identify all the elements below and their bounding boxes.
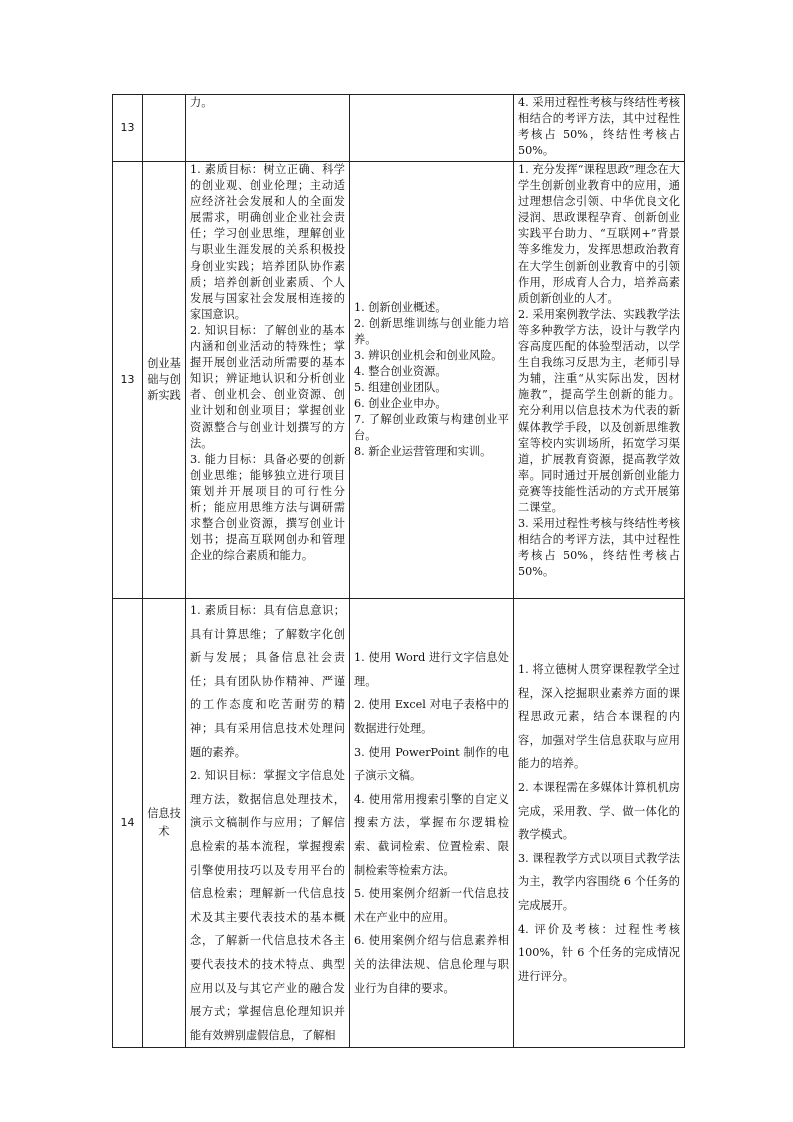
content-line: 7. 了解创业政策与构建创业平台。 [354,413,509,443]
goal-line: 2. 知识目标：掌握文字信息处理方法，数据信息处理技术，演示文稿制作与应用；了解信息检索的基本流程，掌握搜索引擎使用技巧以及专用平台的信息检索；理解新一代信息技术及其主要代表技术的基本概念，了解新一代信息技术各主要代表技术的技术特点、典型应用以及与其它产业的融合发展方式；掌握信息伦理知识并能有效辨别虚假信息，了解相 [190,769,345,1042]
content-line: 4. 使用常用搜索引擎的自定义搜索方法，掌握布尔逻辑检索、截词检索、位置检索、限制检索等检索方法。 [354,792,509,877]
method-line: 1. 充分发挥“课程思政”理念在大学生创新创业教育中的应用，通过理想信念引领、中华优良文化浸润、思政课程孕育、创新创业实践平台助力、“互联网+”背景等多维发力，发挥思想政治教育在大学生创新创业教育中的引领作用，形成育人合力，培养高素质创新创业的人才。 [518,163,680,305]
content-line: 6. 创业企业申办。 [354,397,447,411]
course-number: 13 [113,162,143,599]
course-number: 13 [113,95,143,162]
course-content [350,162,514,599]
course-content [350,95,514,162]
goal-line: 1. 素质目标：具有信息意识；具有计算思维；了解数字化创新与发展；具备信息社会责任；具有团队协作精神、严谨的工作态度和吃苦耐劳的精神；具有采用信息技术处理问题的素养。 [190,604,345,759]
content-line: 3. 辨识创业机会和创业风险。 [354,348,503,362]
course-methods [514,599,685,1048]
content-line: 8. 新企业运营管理和实训。 [354,445,492,459]
course-name: 信息技术 [143,599,186,1048]
method-line: 4. 评价及考核：过程性考核 100%，针 6 个任务的完成情况进行评分。 [518,922,680,983]
course-content [350,599,514,1048]
table-row [113,599,685,1048]
content-line: 6. 使用案例介绍与信息素养相关的法律法规、信息伦理与职业行为自律的要求。 [354,934,509,995]
course-goals [186,599,350,1048]
content-line: 5. 使用案例介绍新一代信息技术在产业中的应用。 [354,887,509,924]
course-goals [186,95,350,162]
method-line: 1. 将立德树人贯穿课程教学全过程，深入挖掘职业素养方面的课程思政元素，结合本课程的内容，加强对学生信息获取与应用能力的培养。 [518,662,680,771]
course-name [143,95,186,162]
method-line: 4. 采用过程性考核与终结性考核相结合的考评方法，其中过程性考核占 50%，终结性考核占 50%。 [518,96,680,158]
content-line: 3. 使用 PowerPoint 制作的电子演示文稿。 [354,745,509,783]
course-methods [514,162,685,599]
content-line: 1. 使用 Word 进行文字信息处理。 [354,651,509,688]
content-line: 4. 整合创业资源。 [354,364,447,378]
goal-line: 力。 [190,96,213,109]
method-line: 2. 采用案例教学法、实践教学法等多种教学方法，设计与教学内容高度匹配的体验型活动，以学生自我练习反思为主，老师引导为辅，注重“从实际出发，因材施教”，提高学生创新的能力。充分利用以信息技术为代表的新媒体教学手段，以及创新思维教室等校内实训场所，拓宽学习渠道，扩展教育资源，提高教学效率。同时通过开展创新创业能力竞赛等技能性活动的方式开展第二课堂。 [518,307,680,514]
course-goals [186,162,350,599]
table-row [113,162,685,599]
table-row [113,95,685,162]
content-line: 5. 组建创业团队。 [354,381,447,394]
goal-line: 2. 知识目标：了解创业的基本内涵和创业活动的特殊性；掌握开展创业活动所需要的基本知识；辨证地认识和分析创业者、创业机会、创业资源、创业计划和创业项目；掌握创业资源整合与创业计划撰写的方法。 [190,323,345,450]
content-line: 2. 创新思维训练与创业能力培养。 [354,316,509,346]
course-number: 14 [113,599,143,1048]
course-methods [514,95,685,162]
method-line: 2. 本课程需在多媒体计算机机房完成，采用教、学、做一体化的教学模式。 [518,780,680,842]
goal-line: 3. 能力目标：具备必要的创新创业思维；能够独立进行项目策划并开展项目的可行性分析；能应用思维方法与调研需求整合创业资源，撰写创业计划书；提高互联网创办和管理企业的综合素质和能力。 [190,452,345,563]
method-line: 3. 采用过程性考核与终结性考核相结合的考评方法，其中过程性考核占 50%，终结性考核占 50%。 [518,517,680,579]
content-line: 1. 创新创业概述。 [354,300,447,314]
method-line: 3. 课程教学方式以项目式教学法为主，教学内容围绕 6 个任务的完成展开。 [518,851,680,912]
course-name: 创业基础与创新实践 [143,162,186,599]
goal-line: 1. 素质目标：树立正确、科学的创业观、创业伦理；主动适应经济社会发展和人的全面发展需求，明确创业企业社会责任；学习创业思维，理解创业与职业生涯发展的关系积极投身创业实践；培养团队协作素质；培养创新创业素质、个人发展与国家社会发展相连接的家国意识。 [190,163,345,321]
content-line: 2. 使用 Excel 对电子表格中的数据进行处理。 [354,698,509,735]
course-table [112,94,685,1048]
